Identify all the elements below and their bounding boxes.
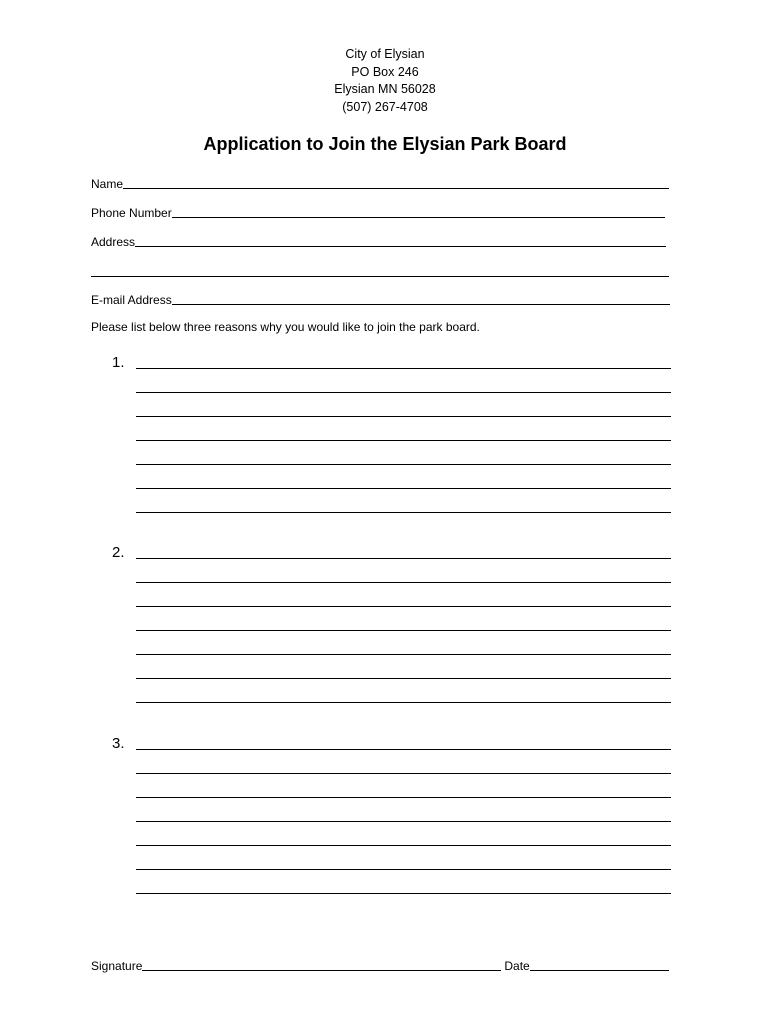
- reason-line[interactable]: [136, 512, 671, 513]
- reasons-prompt: Please list below three reasons why you would like to join the park board.: [91, 320, 480, 334]
- reason-line[interactable]: [136, 606, 671, 607]
- email-line[interactable]: [172, 304, 670, 305]
- reason-line[interactable]: [136, 773, 671, 774]
- phone-line[interactable]: [172, 217, 665, 218]
- email-label: E-mail Address: [91, 293, 172, 307]
- letterhead: [0, 46, 770, 116]
- reason-line[interactable]: [136, 797, 671, 798]
- po-box: PO Box 246: [351, 64, 419, 79]
- address-line[interactable]: [135, 246, 666, 247]
- reason-line[interactable]: [136, 749, 671, 750]
- reason-line[interactable]: [136, 464, 671, 465]
- reason-line[interactable]: [136, 392, 671, 393]
- reason-line[interactable]: [136, 630, 671, 631]
- reason-line[interactable]: [136, 821, 671, 822]
- address-line-2[interactable]: [91, 276, 669, 277]
- reason-line[interactable]: [136, 368, 671, 369]
- phone-label: Phone Number: [91, 206, 172, 220]
- reason-line[interactable]: [136, 845, 671, 846]
- address-label: Address: [91, 235, 136, 249]
- reason-number: 1.: [112, 354, 125, 371]
- reason-line[interactable]: [136, 440, 671, 441]
- reason-line[interactable]: [136, 488, 671, 489]
- phone-number: (507) 267-4708: [342, 99, 428, 114]
- city-state-zip: Elysian MN 56028: [334, 82, 436, 96]
- reason-number: 3.: [112, 735, 125, 752]
- reason-line[interactable]: [136, 702, 671, 703]
- date-label: Date: [504, 959, 530, 973]
- reason-line[interactable]: [136, 558, 671, 559]
- signature-label: Signature: [91, 959, 143, 973]
- name-line[interactable]: [123, 188, 669, 189]
- reason-line[interactable]: [136, 678, 671, 679]
- email-field[interactable]: [91, 291, 670, 307]
- signature-date-row: [91, 957, 669, 973]
- reason-line[interactable]: [136, 869, 671, 870]
- phone-field[interactable]: [91, 204, 665, 220]
- page-title: Application to Join the Elysian Park Board: [203, 134, 567, 154]
- name-label: Name: [91, 177, 124, 191]
- name-field[interactable]: [91, 175, 669, 191]
- reason-line[interactable]: [136, 582, 671, 583]
- address-field[interactable]: [91, 233, 666, 249]
- signature-line[interactable]: [142, 970, 501, 971]
- reason-line[interactable]: [136, 654, 671, 655]
- org-name: City of Elysian: [345, 47, 425, 61]
- reason-number: 2.: [112, 544, 125, 561]
- date-line[interactable]: [530, 970, 669, 971]
- reason-line[interactable]: [136, 416, 671, 417]
- reason-line[interactable]: [136, 893, 671, 894]
